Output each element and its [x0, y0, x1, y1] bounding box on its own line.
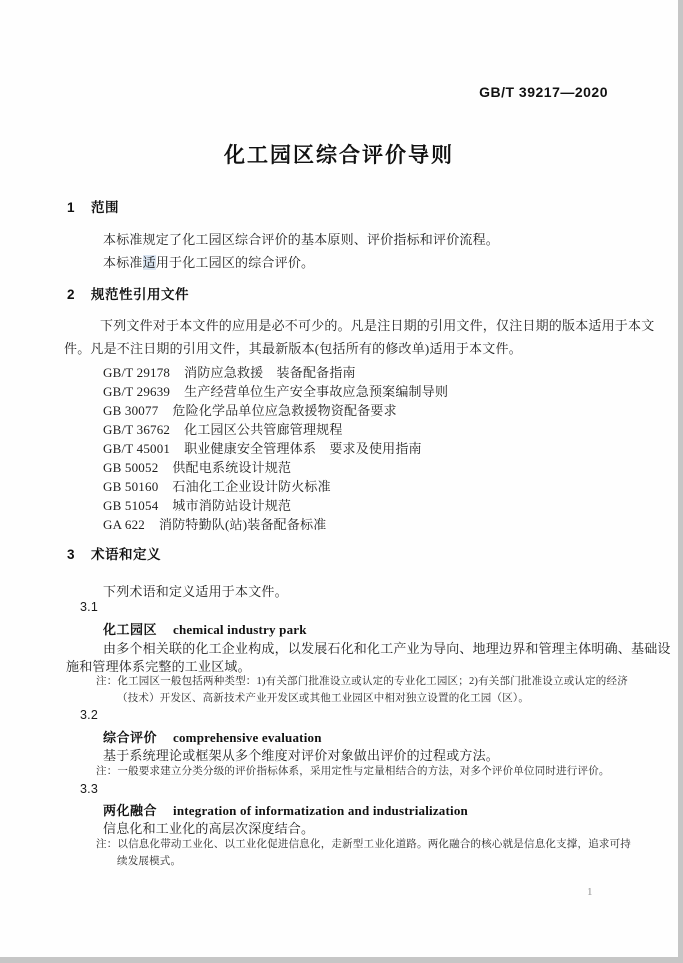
term-3-zh: 两化融合	[103, 803, 158, 818]
section-3-label: 术语和定义	[91, 547, 162, 562]
term-2-definition-line-1: 基于系统理论或框架从多个维度对评价对象做出评价的过程或方法。	[103, 748, 500, 763]
term-3-en: integration of informatization and industrialization	[173, 803, 468, 818]
scope-paragraph-2	[103, 252, 314, 271]
normative-paragraph-line-2: 件。凡是不注日期的引用文件，其最新版本(包括所有的修改单)适用于本文件。	[64, 341, 522, 356]
term-1-note-line-1: 注：化工园区一般包括两种类型：1)有关部门批准设立或认定的专业化工园区；2)有关部门批准设立或认定的经济	[96, 676, 628, 687]
reference-code: GB 51054	[103, 498, 159, 513]
section-1-number: 1	[67, 200, 76, 215]
reference-title: 危险化学品单位应急救援物资配备要求	[172, 403, 397, 418]
term-1-zh: 化工园区	[103, 622, 158, 637]
section-2-heading	[67, 283, 189, 303]
reference-code: GB/T 29178	[103, 365, 171, 380]
reference-title: 消防特勤队(站)装备配备标准	[159, 517, 327, 532]
reference-item	[103, 495, 291, 514]
terms-intro: 下列术语和定义适用于本文件。	[103, 584, 288, 599]
section-1-label: 范围	[91, 200, 120, 215]
section-3-heading	[67, 543, 161, 563]
term-3-title	[103, 800, 468, 819]
term-2-number: 3.2	[80, 708, 98, 722]
scope-paragraph-2-post: 用于化工园区的综合评价。	[155, 255, 315, 270]
standard-code: GB/T 39217—2020	[479, 84, 608, 100]
term-1-title	[103, 619, 307, 638]
term-2-note-line-1: 注：一般要求建立分类分级的评价指标体系，采用定性与定量相结合的方法，对多个评价单位同时进行评价。	[96, 766, 610, 777]
reference-item	[103, 457, 291, 476]
reference-item	[103, 362, 356, 381]
reference-code: GB 50160	[103, 479, 159, 494]
reference-title: 消防应急救援 装备配备指南	[184, 365, 356, 380]
reference-title: 生产经营单位生产安全事故应急预案编制导则	[184, 384, 449, 399]
reference-code: GB 30077	[103, 403, 159, 418]
highlighted-character: 适	[142, 255, 156, 270]
scope-paragraph-2-pre: 本标准	[103, 255, 143, 270]
term-1-number: 3.1	[80, 600, 98, 614]
reference-title: 化工园区公共管廊管理规程	[184, 422, 343, 437]
reference-title: 石油化工企业设计防火标准	[172, 479, 331, 494]
reference-title: 供配电系统设计规范	[172, 460, 292, 475]
section-1-heading	[67, 196, 119, 216]
reference-code: GA 622	[103, 517, 146, 532]
term-3-number: 3.3	[80, 782, 98, 796]
reference-title: 城市消防站设计规范	[172, 498, 292, 513]
reference-code: GB/T 36762	[103, 422, 171, 437]
term-1-en: chemical industry park	[173, 622, 307, 637]
term-3-note-line-2: 续发展模式。	[117, 856, 182, 867]
term-3-definition-line-1: 信息化和工业化的高层次深度结合。	[103, 821, 315, 836]
page-number: 1	[587, 886, 593, 898]
term-2-title	[103, 727, 322, 746]
term-3-note-line-1: 注：以信息化带动工业化、以工业化促进信息化，走新型工业化道路。两化融合的核心就是信息化支撑，追求可持	[96, 839, 631, 850]
document-title: 化工园区综合评价导则	[224, 144, 454, 167]
term-2-zh: 综合评价	[103, 730, 158, 745]
section-3-number: 3	[67, 547, 76, 562]
term-1-note-line-2: （技术）开发区、高新技术产业开发区或其他工业园区中相对独立设置的化工园（区）。	[117, 693, 530, 704]
reference-item	[103, 438, 422, 457]
term-1-definition-line-2: 施和管理体系完整的工业区域。	[66, 659, 251, 674]
reference-item	[103, 514, 326, 533]
reference-item	[103, 419, 343, 438]
reference-item	[103, 400, 397, 419]
term-1-definition-line-1: 由多个相关联的化工企业构成，以发展石化和化工产业为导向、地理边界和管理主体明确、基础设	[103, 641, 671, 656]
reference-code: GB 50052	[103, 460, 159, 475]
scan-edge-right	[678, 0, 683, 963]
reference-code: GB/T 29639	[103, 384, 171, 399]
reference-item	[103, 381, 448, 400]
scan-edge-bottom	[0, 957, 683, 963]
term-2-en: comprehensive evaluation	[173, 730, 322, 745]
section-2-label: 规范性引用文件	[91, 287, 190, 302]
normative-paragraph-line-1: 下列文件对于本文件的应用是必不可少的。凡是注日期的引用文件，仅注日期的版本适用于本文	[100, 318, 655, 333]
reference-item	[103, 476, 331, 495]
reference-title: 职业健康安全管理体系 要求及使用指南	[184, 441, 422, 456]
section-2-number: 2	[67, 287, 76, 302]
scope-paragraph-1: 本标准规定了化工园区综合评价的基本原则、评价指标和评价流程。	[103, 232, 500, 247]
reference-code: GB/T 45001	[103, 441, 171, 456]
